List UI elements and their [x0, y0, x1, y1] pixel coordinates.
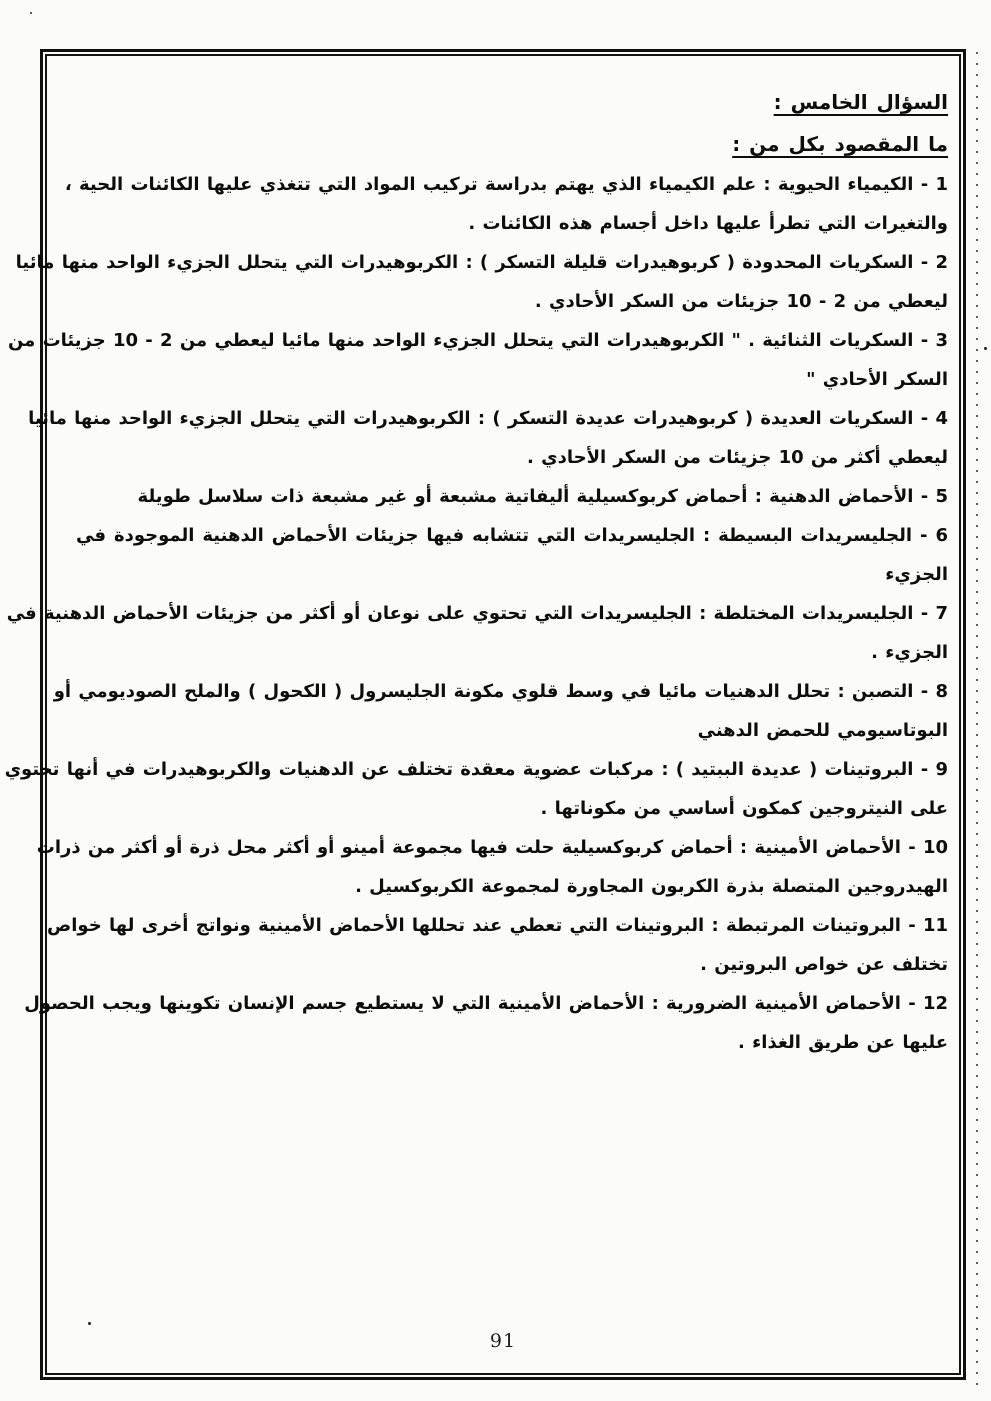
page-frame	[4, 49, 966, 1380]
definition-line: تختلف عن خواص البروتين .	[700, 954, 948, 975]
definition-line: 8 - التصبن : تحلل الدهنيات مائيا في وسط قلوي مكونة الجليسرول ( الكحول ) والملح الصوديومي أو	[53, 681, 948, 702]
definition-item	[28, 399, 948, 477]
definition-line: 3 - السكريات الثنائية . " الكربوهيدرات التي يتحلل الجزيء الواحد منها مائيا ليعطي من 2 - 10 جزيئات من	[7, 330, 948, 351]
definition-item	[4, 750, 948, 828]
definition-item	[76, 516, 948, 594]
definition-item	[24, 984, 948, 1062]
definition-line: ليعطي من 2 - 10 جزيئات من السكر الأحادي .	[534, 291, 948, 312]
definition-line: البوتاسيومي للحمض الدهني	[697, 720, 948, 741]
definition-line: 12 - الأحماض الأمينية الضرورية : الأحماض الأمينية التي لا يستطيع جسم الإنسان تكوينها ويجب الحصول	[24, 993, 948, 1014]
definition-item	[47, 906, 948, 984]
definition-line: السكر الأحادي "	[806, 369, 948, 390]
definition-item	[76, 477, 948, 516]
definition-item	[64, 165, 948, 243]
definition-line: الهيدروجين المتصلة بذرة الكربون المجاورة لمجموعة الكربوكسيل .	[355, 876, 948, 897]
definition-line: 2 - السكريات المحدودة ( كربوهيدرات قليلة التسكر ) : الكربوهيدرات التي يتحلل الجزيء الواحد منها مائيا	[15, 252, 948, 273]
definition-line: ليعطي أكثر من 10 جزيئات من السكر الأحادي .	[527, 447, 948, 468]
page-frame-inner	[4, 54, 961, 1375]
definition-item	[53, 672, 948, 750]
definition-item	[36, 828, 948, 906]
definition-line: 11 - البروتينات المرتبطة : البروتينات التي تعطي عند تحللها الأحماض الأمينية ونواتج أخرى لها خواص	[47, 915, 948, 936]
definition-item	[15, 243, 948, 321]
definition-line: 9 - البروتينات ( عديدة الببتيد ) : مركبات عضوية معقدة تختلف عن الدهنيات والكربوهيدرات في أنها تحتوي	[4, 759, 948, 780]
definition-line: 6 - الجليسريدات البسيطة : الجليسريدات التي تتشابه فيها جزيئات الأحماض الدهنية الموجودة في الجزيء	[76, 525, 948, 585]
question-subtitle: ما المقصود بكل من :	[732, 132, 948, 156]
definition-item	[7, 321, 948, 399]
definition-line: على النيتروجين كمكون أساسي من مكوناتها .	[540, 798, 948, 819]
definition-line: عليها عن طريق الغذاء .	[737, 1032, 948, 1053]
definition-line: 5 - الأحماض الدهنية : أحماض كربوكسيلية أليفاتية مشبعة أو غير مشبعة ذات سلاسل طويلة	[137, 486, 948, 507]
definitions-list	[4, 165, 948, 1062]
definition-line: 7 - الجليسريدات المختلطة : الجليسريدات التي تحتوي على نوعان أو أكثر من جزيئات الأحماض الدهنية في	[6, 603, 948, 624]
definition-line: والتغيرات التي تطرأ عليها داخل أجسام هذه الكائنات .	[468, 213, 948, 234]
page-number: 91	[489, 1330, 517, 1352]
definition-item	[6, 594, 948, 672]
definition-line: الجزيء .	[871, 642, 948, 663]
question-title: السؤال الخامس :	[773, 90, 948, 114]
definition-line: 10 - الأحماض الأمينية : أحماض كربوكسيلية حلت فيها مجموعة أمينو أو أكثر محل ذرة أو أكثر من ذرات	[36, 837, 948, 858]
scan-speck	[30, 12, 32, 14]
binding-edge-dots	[976, 52, 978, 1392]
document-content	[4, 61, 954, 1368]
scan-speck	[984, 347, 987, 350]
definition-line: 1 - الكيمياء الحيوية : علم الكيمياء الذي يهتم بدراسة تركيب المواد التي تتغذي عليها الكائنات الحية ،	[64, 174, 948, 195]
definition-line: 4 - السكريات العديدة ( كربوهيدرات عديدة التسكر ) : الكربوهيدرات التي يتحلل الجزيء الواحد منها مائيا	[28, 408, 948, 429]
